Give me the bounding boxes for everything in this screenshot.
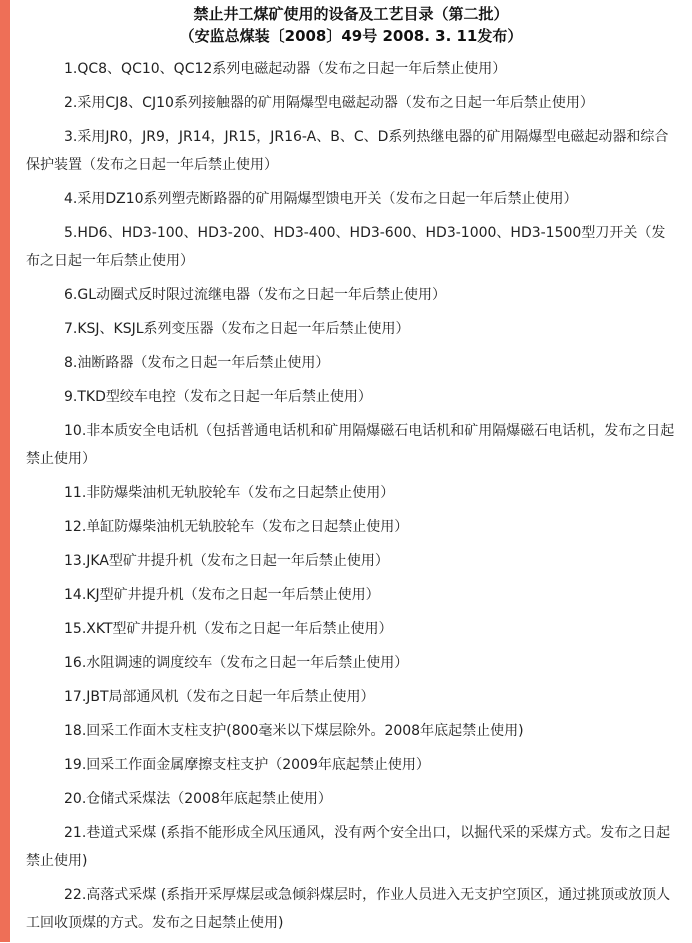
list-item-10: 10.非本质安全电话机（包括普通电话机和矿用隔爆磁石电话机和矿用隔爆磁石电话机，发布之日起禁止使用） <box>26 423 675 467</box>
list-item-15: 15.XKT型矿井提升机（发布之日起一年后禁止使用） <box>64 621 393 637</box>
list-item-12: 12.单缸防爆柴油机无轨胶轮车（发布之日起禁止使用） <box>64 519 409 535</box>
list-item-19: 19.回采工作面金属摩擦支柱支护（2009年底起禁止使用） <box>64 757 430 773</box>
equipment-list <box>26 55 676 937</box>
document-body <box>26 3 676 943</box>
list-item-4: 4.采用DZ10系列塑壳断路器的矿用隔爆型馈电开关（发布之日起一年后禁止使用） <box>64 191 578 207</box>
title-line-2: （安监总煤装〔2008〕49号 2008. 3. 11发布） <box>179 27 523 45</box>
list-item-7: 7.KSJ、KSJL系列变压器（发布之日起一年后禁止使用） <box>64 321 410 337</box>
list-item-17: 17.JBT局部通风机（发布之日起一年后禁止使用） <box>64 689 375 705</box>
list-item-21: 21.巷道式采煤 (系指不能形成全风压通风，没有两个安全出口，以掘代采的采煤方式。发布之日起禁止使用) <box>26 825 671 869</box>
list-item-14: 14.KJ型矿井提升机（发布之日起一年后禁止使用） <box>64 587 380 603</box>
list-item-13: 13.JKA型矿井提升机（发布之日起一年后禁止使用） <box>64 553 389 569</box>
list-item-20: 20.仓储式采煤法（2008年底起禁止使用） <box>64 791 332 807</box>
list-item-1: 1.QC8、QC10、QC12系列电磁起动器（发布之日起一年后禁止使用） <box>64 61 507 77</box>
list-item-8: 8.油断路器（发布之日起一年后禁止使用） <box>64 355 330 371</box>
list-item-6: 6.GL动圈式反时限过流继电器（发布之日起一年后禁止使用） <box>64 287 447 303</box>
list-item-18: 18.回采工作面木支柱支护(800毫米以下煤层除外。2008年底起禁止使用) <box>64 723 524 739</box>
list-item-16: 16.水阻调速的调度绞车（发布之日起一年后禁止使用） <box>64 655 409 671</box>
list-item-11: 11.非防爆柴油机无轨胶轮车（发布之日起禁止使用） <box>64 485 395 501</box>
list-item-22: 22.高落式采煤 (系指开采厚煤层或急倾斜煤层时，作业人员进入无支护空顶区，通过挑顶或放顶人工回收顶煤的方式。发布之日起禁止使用) <box>26 887 671 931</box>
list-item-9: 9.TKD型绞车电控（发布之日起一年后禁止使用） <box>64 389 372 405</box>
title-line-1: 禁止井工煤矿使用的设备及工艺目录（第二批） <box>193 5 509 23</box>
list-item-2: 2.采用CJ8、CJ10系列接触器的矿用隔爆型电磁起动器（发布之日起一年后禁止使用） <box>64 95 594 111</box>
list-item-5: 5.HD6、HD3-100、HD3-200、HD3-400、HD3-600、HD3-1000、HD3-1500型刀开关（发布之日起一年后禁止使用） <box>26 225 666 269</box>
list-item-3: 3.采用JR0，JR9，JR14，JR15，JR16-A、B、C、D系列热继电器的矿用隔爆型电磁起动器和综合保护装置（发布之日起一年后禁止使用） <box>26 129 669 173</box>
document-title <box>26 3 676 47</box>
left-accent-bar <box>0 0 10 942</box>
